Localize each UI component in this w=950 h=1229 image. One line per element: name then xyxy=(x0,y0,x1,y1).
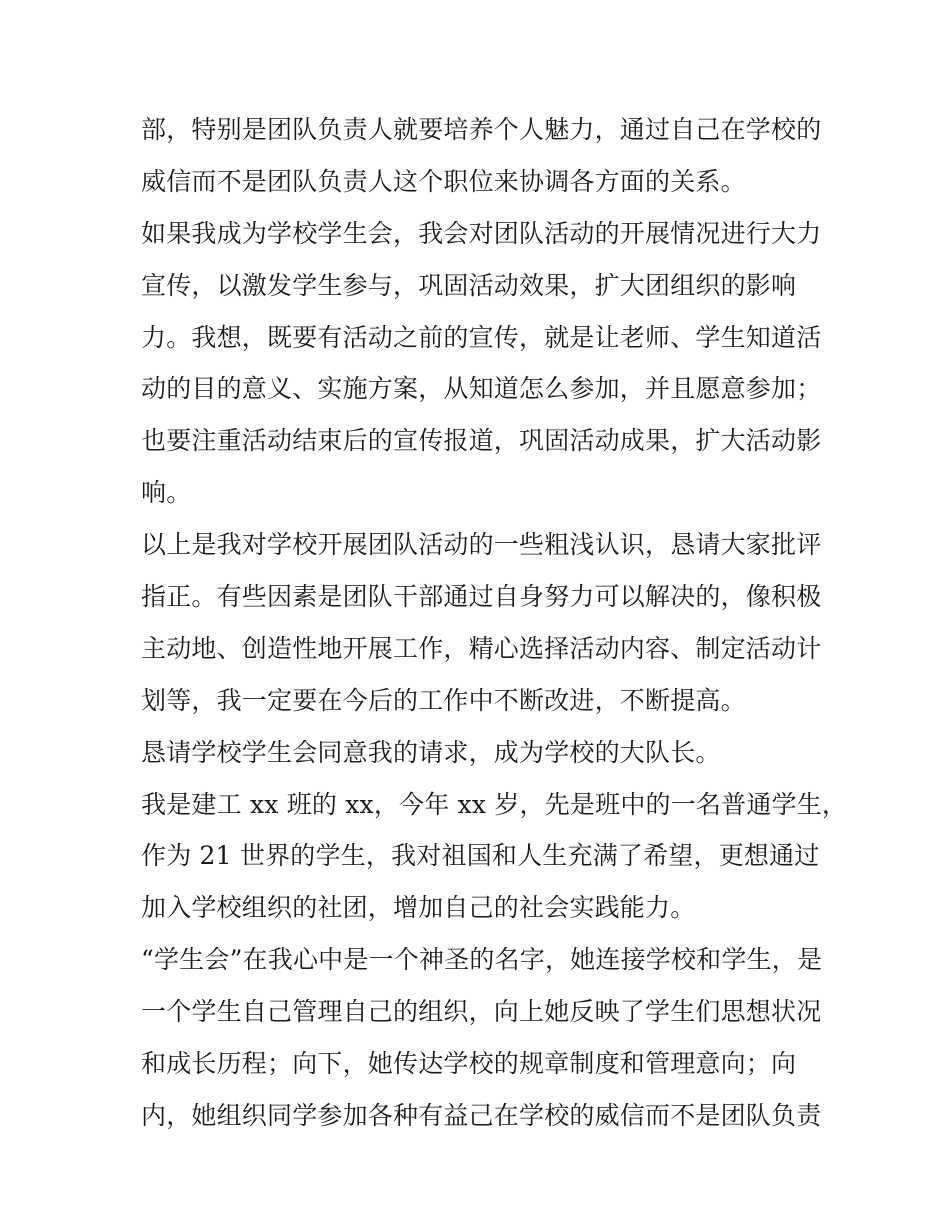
text-line: 指正。有些因素是团队干部通过自身努力可以解决的，像积极 xyxy=(141,582,822,612)
text-line: 内，她组织同学参加各种有益己在学校的威信而不是团队负责 xyxy=(141,1100,822,1130)
text-line: 响。 xyxy=(141,478,192,508)
document-body xyxy=(141,104,848,1142)
text-line: 动的目的意义、实施方案，从知道怎么参加，并且愿意参加； xyxy=(141,374,822,404)
text-line: 威信而不是团队负责人这个职位来协调各方面的关系。 xyxy=(141,166,746,196)
text-line: 划等，我一定要在今后的工作中不断改进，不断提高。 xyxy=(141,685,746,715)
text-line: 作为 21 世界的学生，我对祖国和人生充满了希望，更想通过 xyxy=(141,841,820,871)
text-line: 也要注重活动结束后的宣传报道，巩固活动成果，扩大活动影 xyxy=(141,426,822,456)
text-line: 部，特别是团队负责人就要培养个人魅力，通过自己在学校的 xyxy=(141,115,822,144)
text-line: 加入学校组织的社团，增加自己的社会实践能力。 xyxy=(141,893,696,923)
text-line: 我是建工 xx 班的 xx，今年 xx 岁，先是班中的一名普通学生， xyxy=(141,789,848,819)
text-line: “学生会”在我心中是一个神圣的名字，她连接学校和学生，是 xyxy=(141,945,823,975)
text-line: 一个学生自己管理自己的组织，向上她反映了学生们思想状况 xyxy=(141,997,822,1027)
text-line: 宣传，以激发学生参与，巩固活动效果，扩大团组织的影响 xyxy=(141,270,797,300)
text-line: 恳请学校学生会同意我的请求，成为学校的大队长。 xyxy=(141,737,721,767)
text-line: 力。我想，既要有活动之前的宣传，就是让老师、学生知道活 xyxy=(141,322,822,352)
text-line: 如果我成为学校学生会，我会对团队活动的开展情况进行大力 xyxy=(141,218,822,248)
text-line: 主动地、创造性地开展工作，精心选择活动内容、制定活动计 xyxy=(141,633,822,663)
text-line: 和成长历程；向下，她传达学校的规章制度和管理意向；向 xyxy=(141,1049,797,1079)
text-line: 以上是我对学校开展团队活动的一些粗浅认识，恳请大家批评 xyxy=(141,530,822,560)
